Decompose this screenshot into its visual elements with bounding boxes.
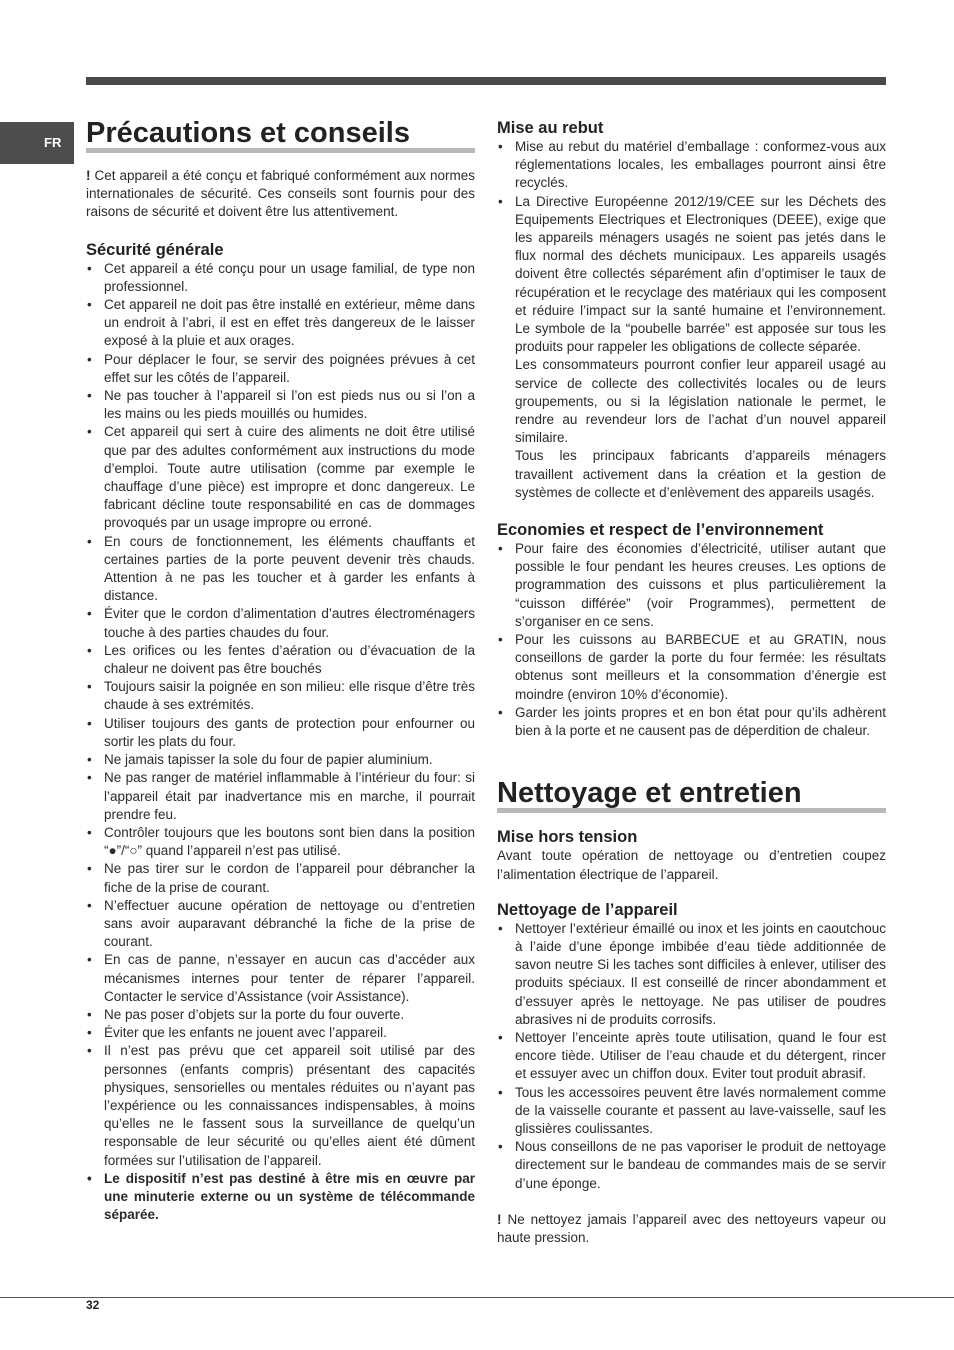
mise-au-rebut-list xyxy=(497,138,886,502)
deee-paragraph: Les consommateurs pourront confier leur appareil usagé au service de collecte des collectivités locales ou de leurs groupements, ou si la législation nationale le permet, le rendre au revendeur lors de l’achat d’un nouvel appareil similaire. xyxy=(515,357,886,446)
list-item: • Tous les accessoires peuvent être lavés normalement comme de la vaisselle courante et passent au lave-vaisselle, sauf les glissières coulissantes. xyxy=(497,1084,886,1139)
list-item: • Éviter que les enfants ne jouent avec l’appareil. xyxy=(86,1024,475,1042)
list-item: • Ne pas tirer sur le cordon de l’appareil pour débrancher la fiche de la prise de courant. xyxy=(86,860,475,896)
mise-hors-tension-text: Avant toute opération de nettoyage ou d’entretien coupez l’alimentation électrique de l’appareil. xyxy=(497,848,886,882)
list-item: • Toujours saisir la poignée en son milieu: elle risque d’être très chaude à ses extrémités. xyxy=(86,678,475,714)
warning-mark: ! xyxy=(86,168,91,183)
list-item: • Contrôler toujours que les boutons sont bien dans la position “●”/“○” quand l’appareil n’est pas utilisé. xyxy=(86,824,475,860)
nettoyage-warning: ! Ne nettoyez jamais l’appareil avec des nettoyeurs vapeur ou haute pression. xyxy=(497,1211,886,1245)
list-item xyxy=(497,193,886,502)
list-item-bold: • Le dispositif n’est pas destiné à être mis en œuvre par une minuterie externe ou un système de télécommande séparée. xyxy=(86,1170,475,1225)
list-item: • Utiliser toujours des gants de protection pour enfourner ou sortir les plats du four. xyxy=(86,715,475,751)
nettoyage-title: Nettoyage et entretien xyxy=(497,778,886,813)
precautions-intro: ! Cet appareil a été conçu et fabriqué conformément aux normes internationales de sécurité. Ces conseils sont fournis pour des raisons de sécurité et doivent être lus attentivement. xyxy=(86,168,475,220)
list-item: • Les orifices ou les fentes d’aération ou d’évacuation de la chaleur ne doivent pas être bouchés xyxy=(86,642,475,678)
warning-mark: ! xyxy=(497,1211,502,1227)
list-item: • Pour déplacer le four, se servir des poignées prévues à cet effet sur les côtés de l’appareil. xyxy=(86,351,475,387)
language-tab: FR xyxy=(0,122,74,164)
right-column xyxy=(497,118,886,1247)
deee-paragraph: • La Directive Européenne 2012/19/CEE sur les Déchets des Equipements Electriques et Electroniques (DEEE), exige que les appareils ménagers usagés ne soient pas jetés dans le flux normal des déchets municipaux. Les appareils usagés doivent être collectés séparément afin d’optimiser le taux de récupération et le recyclage des matériaux qui les composent et réduire l’impact sur la santé humaine et l’environnement. Le symbole de la “poubelle barrée” est apposée sur tous les produits pour rappeler les obligations de collecte séparée. xyxy=(515,193,886,355)
list-item: • Nous conseillons de ne pas vaporiser le produit de nettoyage directement sur le bandeau de commandes mais de se servir d’une éponge. xyxy=(497,1138,886,1193)
list-item: • Ne pas poser d’objets sur la porte du four ouverte. xyxy=(86,1006,475,1024)
list-item: • Pour faire des économies d’électricité, utiliser autant que possible le four pendant les heures creuses. Les options de programmation des cuissons et plus particulièrement la “cuisson différée” (voir Programmes), permettent de s’organiser en ce sens. xyxy=(497,540,886,631)
precautions-title: Précautions et conseils xyxy=(86,118,475,153)
list-item: • Il n’est pas prévu que cet appareil soit utilisé par des personnes (enfants compris) présentant des capacités physiques, sensorielles ou mentales réduites ou n’ayant pas l’expérience ou les connaissances indispensables, à moins qu’elles ne le fassent sous la surveillance de quelqu’un responsable de leur sécurité ou qu’elles aient été dûment formées sur l’utilisation de l’appareil. xyxy=(86,1042,475,1169)
list-item: • Cet appareil a été conçu pour un usage familial, de type non professionnel. xyxy=(86,260,475,296)
securite-list xyxy=(86,260,475,1225)
left-column xyxy=(86,118,475,1224)
list-item: • Ne pas ranger de matériel inflammable à l’intérieur du four: si l’appareil était par inadvertance mis en marche, il pourrait prendre feu. xyxy=(86,769,475,824)
list-item: • En cours de fonctionnement, les éléments chauffants et certaines parties de la porte peuvent devenir très chauds. Attention à ne pas les toucher et à garder les enfants à distance. xyxy=(86,533,475,606)
list-item: • Mise au rebut du matériel d’emballage : conformez-vous aux réglementations locales, les emballages pourront ainsi être recyclés. xyxy=(497,138,886,193)
page-number: 32 xyxy=(86,1298,100,1312)
securite-heading: Sécurité générale xyxy=(86,240,224,259)
list-item: • Nettoyer l’enceinte après toute utilisation, quand le four est encore tiède. Utiliser de l’eau chaude et du détergent, rincer et essuyer avec un chiffon doux. Eviter tout produit abrasif. xyxy=(497,1029,886,1084)
economies-list xyxy=(497,540,886,740)
list-item: • Cet appareil ne doit pas être installé en extérieur, même dans un endroit à l’abri, il est en effet très dangereux de le laisser exposé à la pluie et aux orages. xyxy=(86,296,475,351)
nettoyage-appareil-heading: Nettoyage de l’appareil xyxy=(497,900,678,919)
economies-heading: Economies et respect de l’environnement xyxy=(497,521,824,540)
list-item: • Pour les cuissons au BARBECUE et au GRATIN, nous conseillons de garder la porte du four fermée: les résultats obtenus sont meilleurs et la consommation d’énergie est moindre (environ 10% d’économie). xyxy=(497,631,886,704)
footer-rule xyxy=(0,1297,954,1298)
list-item: • Ne pas toucher à l’appareil si l’on est pieds nus ou si l’on a les mains ou les pieds mouillés ou humides. xyxy=(86,387,475,423)
deee-paragraph: Tous les principaux fabricants d’appareils ménagers travaillent activement dans la création et la gestion de systèmes de collecte et d’enlèvement des appareils usagés. xyxy=(515,448,886,500)
list-item: • Garder les joints propres et en bon état pour qu’ils adhèrent bien à la porte et ne causent pas de déperdition de chaleur. xyxy=(497,704,886,740)
mise-au-rebut-heading: Mise au rebut xyxy=(497,119,604,137)
list-item: • N’effectuer aucune opération de nettoyage ou d’entretien sans avoir auparavant débranché la fiche de la prise de courant. xyxy=(86,897,475,952)
list-item: • En cas de panne, n’essayer en aucun cas d’accéder aux mécanismes internes pour tenter de réparer l’appareil. Contacter le service d’Assistance (voir Assistance). xyxy=(86,951,475,1006)
mise-hors-tension-heading: Mise hors tension xyxy=(497,828,638,847)
list-item: • Éviter que le cordon d’alimentation d’autres électroménagers touche à des parties chaudes du four. xyxy=(86,605,475,641)
top-rule xyxy=(86,77,886,85)
list-item: • Ne jamais tapisser la sole du four de papier aluminium. xyxy=(86,751,475,769)
list-item: • Cet appareil qui sert à cuire des aliments ne doit être utilisé que par des adultes conformément aux instructions du mode d’emploi. Toute autre utilisation (comme par exemple le chauffage d’une pièce) est impropre et donc dangereux. Le fabricant décline toute responsabilité en cas de dommages provoqués par un usage impropre ou erroné. xyxy=(86,423,475,532)
list-item: • Nettoyer l’extérieur émaillé ou inox et les joints en caoutchouc à l’aide d’une éponge imbibée d’eau tiède additionnée de savon neutre Si les taches sont difficiles à enlever, utiliser des produits spéciaux. Il est conseillé de rincer abondamment et d’essuyer après le nettoyage. Ne pas utiliser de poudres abrasives ni de produits corrosifs. xyxy=(497,920,886,1029)
nettoyage-list xyxy=(497,920,886,1193)
